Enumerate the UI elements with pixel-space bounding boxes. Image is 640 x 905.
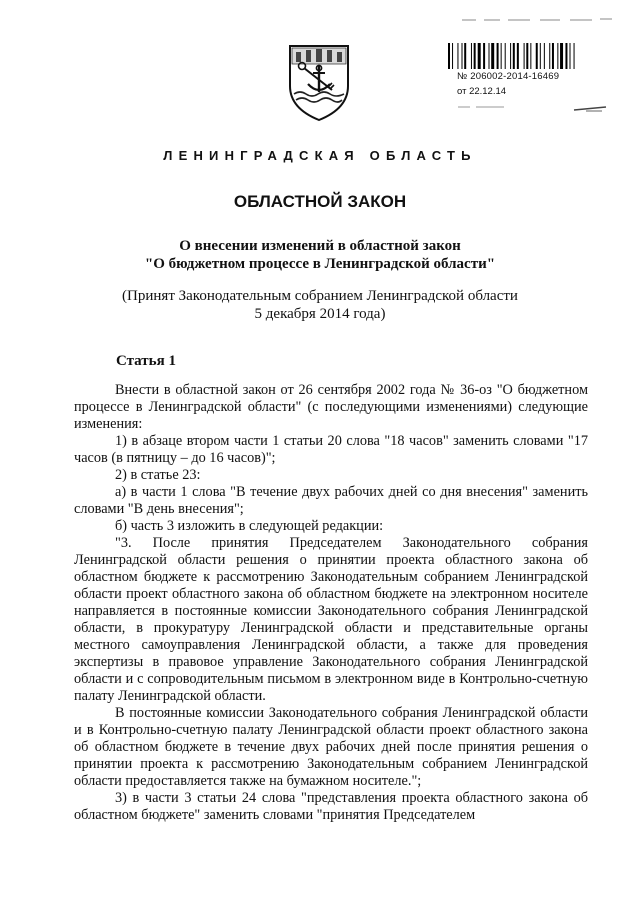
- registration-date: от 22.12.14: [457, 86, 507, 97]
- adoption-note: [0, 287, 640, 323]
- law-subject-line: О внесении изменений в областной закон: [179, 238, 461, 254]
- article-heading: Статья 1: [116, 353, 176, 369]
- document-type-title: ОБЛАСТНОЙ ЗАКОН: [233, 192, 407, 211]
- registration-number: № 206002-2014-16469: [457, 71, 560, 82]
- adoption-note-line: (Принят Законодательным собранием Ленинградской области: [122, 288, 518, 304]
- paragraph: 1) в абзаце втором части 1 статьи 20 слова "18 часов" заменить словами "17 часов (в пятницу – до 16 часов)";: [74, 433, 588, 466]
- paragraph: а) в части 1 слова "В течение двух рабочих дней со дня внесения" заменить словами "В день внесения";: [74, 484, 588, 517]
- article-body: [74, 382, 588, 824]
- coat-of-arms-emblem: [286, 42, 352, 122]
- law-subject-line: "О бюджетном процессе в Ленинградской области": [144, 256, 496, 272]
- paragraph: "3. После принятия Председателем Законодательного собрания Ленинградской области решения о принятии проекта областного закона об областном бюджете к рассмотрению Законодательным собранием Ленинградской области проект областного закона об областном бюджете на электронном носителе направляется в постоянные комиссии Законодательного собрания Ленинградской области, в прокуратуру Ленинградской области и представительные органы местного самоуправления Ленинградской области, а также для проведения экспертизы в правовое управление Законодательного собрания Ленинградской области и с сопроводительным письмом в электронном виде в Контрольно-счетную палату Ленинградской области.: [74, 535, 588, 704]
- region-name: ЛЕНИНГРАДСКАЯ ОБЛАСТЬ: [163, 148, 477, 163]
- paragraph: б) часть 3 изложить в следующей редакции:: [115, 518, 384, 534]
- paragraph: 2) в статье 23:: [115, 467, 201, 483]
- paragraph: 3) в части 3 статьи 24 слова "представления проекта областного закона об областном бюджете" заменить словами "принятия Председателем: [74, 790, 588, 823]
- adoption-note-line: 5 декабря 2014 года): [254, 306, 386, 322]
- law-subject: [0, 237, 640, 273]
- paragraph: Внести в областной закон от 26 сентября 2002 года № 36-оз "О бюджетном процессе в Ленинградской области" (с последующими изменениями) следующие изменения:: [74, 382, 588, 432]
- paragraph: В постоянные комиссии Законодательного собрания Ленинградской области и в Контрольно-счетную палату Ленинградской области проект областного закона об областном бюджете в течение двух рабочих дней после принятия решения о принятии проекта к рассмотрению Законодательным собранием Ленинградской области предоставляется также на бумажном носителе.";: [74, 705, 588, 789]
- registration-barcode: [448, 43, 610, 69]
